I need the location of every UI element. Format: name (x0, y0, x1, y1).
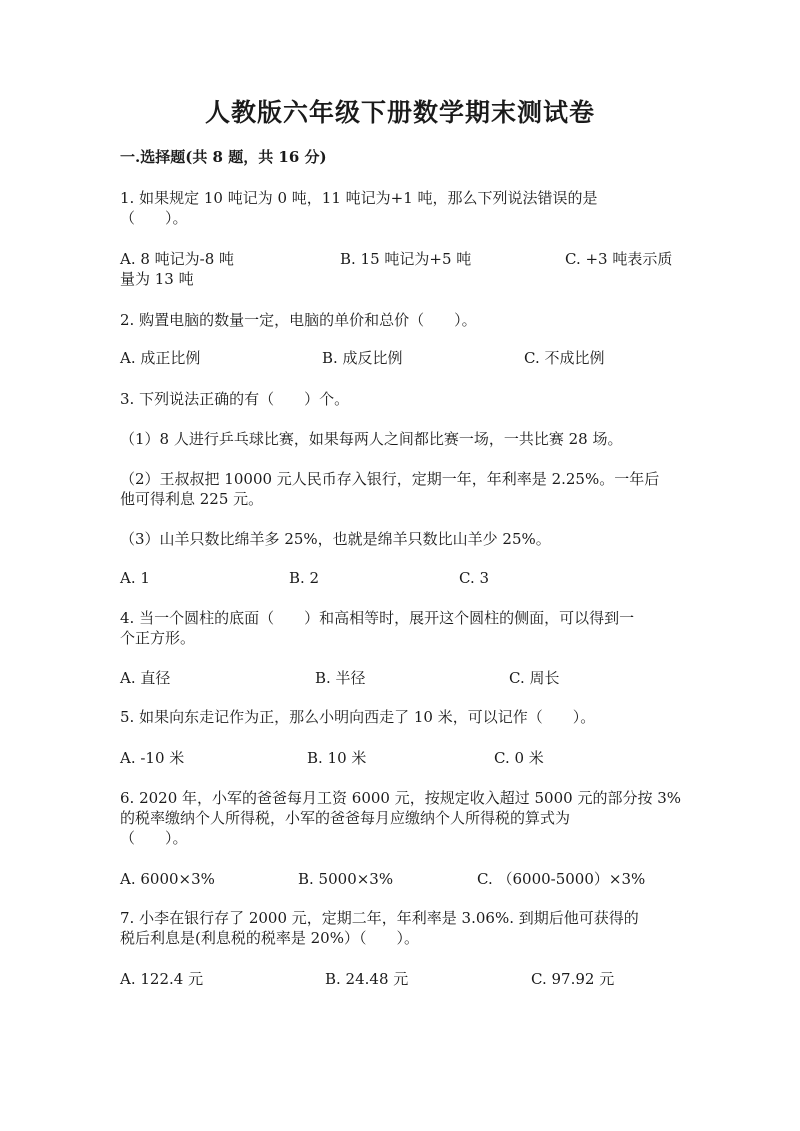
question-6-text-cont: 的税率缴纳个人所得税，小军的爸爸每月应缴纳个人所得税的算式为 (120, 809, 571, 827)
page-title: 人教版六年级下册数学期末测试卷 (204, 98, 595, 127)
question-5-option-b: B. 10 米 (307, 749, 367, 767)
question-6-option-a: A. 6000×3% (120, 870, 215, 888)
question-1-option-c-cont: 量为 13 吨 (120, 270, 194, 288)
question-4-text-cont: 个正方形。 (120, 629, 196, 647)
question-3-statement-3: （3）山羊只数比绵羊多 25%，也就是绵羊只数比山羊少 25%。 (120, 530, 551, 548)
question-6-text: 6. 2020 年，小军的爸爸每月工资 6000 元，按规定收入超过 5000 元的部分按 3% (120, 789, 682, 807)
question-1-option-a: A. 8 吨记为-8 吨 (120, 250, 235, 268)
question-6-option-b: B. 5000×3% (298, 870, 394, 888)
question-3-option-c: C. 3 (459, 569, 490, 587)
section-heading: 一.选择题(共 8 题，共 16 分) (120, 148, 327, 166)
question-2-option-b: B. 成反比例 (322, 349, 403, 367)
question-2-text: 2. 购置电脑的数量一定，电脑的单价和总价（ ）。 (120, 311, 477, 329)
question-4-option-c: C. 周长 (509, 669, 560, 687)
question-5-text: 5. 如果向东走记作为正，那么小明向西走了 10 米，可以记作（ ）。 (120, 708, 596, 726)
question-2-option-a: A. 成正比例 (120, 349, 201, 367)
question-7-option-a: A. 122.4 元 (120, 970, 204, 988)
question-3-statement-1: （1）8 人进行乒乓球比赛，如果每两人之间都比赛一场，一共比赛 28 场。 (120, 430, 623, 448)
question-4-option-b: B. 半径 (315, 669, 366, 687)
question-3-option-a: A. 1 (120, 569, 150, 587)
question-1-text-cont: （ ）。 (120, 209, 188, 227)
question-5-option-c: C. 0 米 (494, 749, 544, 767)
question-4-text: 4. 当一个圆柱的底面（ ）和高相等时，展开这个圆柱的侧面，可以得到一 (120, 609, 635, 627)
question-1-option-b: B. 15 吨记为+5 吨 (340, 250, 472, 268)
question-3-option-b: B. 2 (289, 569, 320, 587)
question-3-statement-2-cont: 他可得利息 225 元。 (120, 490, 264, 508)
question-4-option-a: A. 直径 (120, 669, 171, 687)
question-7-option-c: C. 97.92 元 (531, 970, 615, 988)
question-3-text: 3. 下列说法正确的有（ ）个。 (120, 390, 350, 408)
question-7-text: 7. 小李在银行存了 2000 元，定期二年，年利率是 3.06%. 到期后他可获得的 (120, 909, 639, 927)
question-5-option-a: A. -10 米 (120, 749, 185, 767)
question-1-option-c: C. +3 吨表示质 (565, 250, 673, 268)
question-3-statement-2: （2）王叔叔把 10000 元人民币存入银行，定期一年，年利率是 2.25%。一年后 (120, 470, 660, 488)
question-2-option-c: C. 不成比例 (524, 349, 605, 367)
question-6-text-cont-2: （ ）。 (120, 829, 188, 847)
question-7-option-b: B. 24.48 元 (325, 970, 409, 988)
question-7-text-cont: 税后利息是(利息税的税率是 20%）（ ）。 (120, 929, 419, 947)
question-1-text: 1. 如果规定 10 吨记为 0 吨，11 吨记为+1 吨，那么下列说法错误的是 (120, 189, 598, 207)
question-6-option-c: C. （6000-5000）×3% (477, 870, 646, 888)
